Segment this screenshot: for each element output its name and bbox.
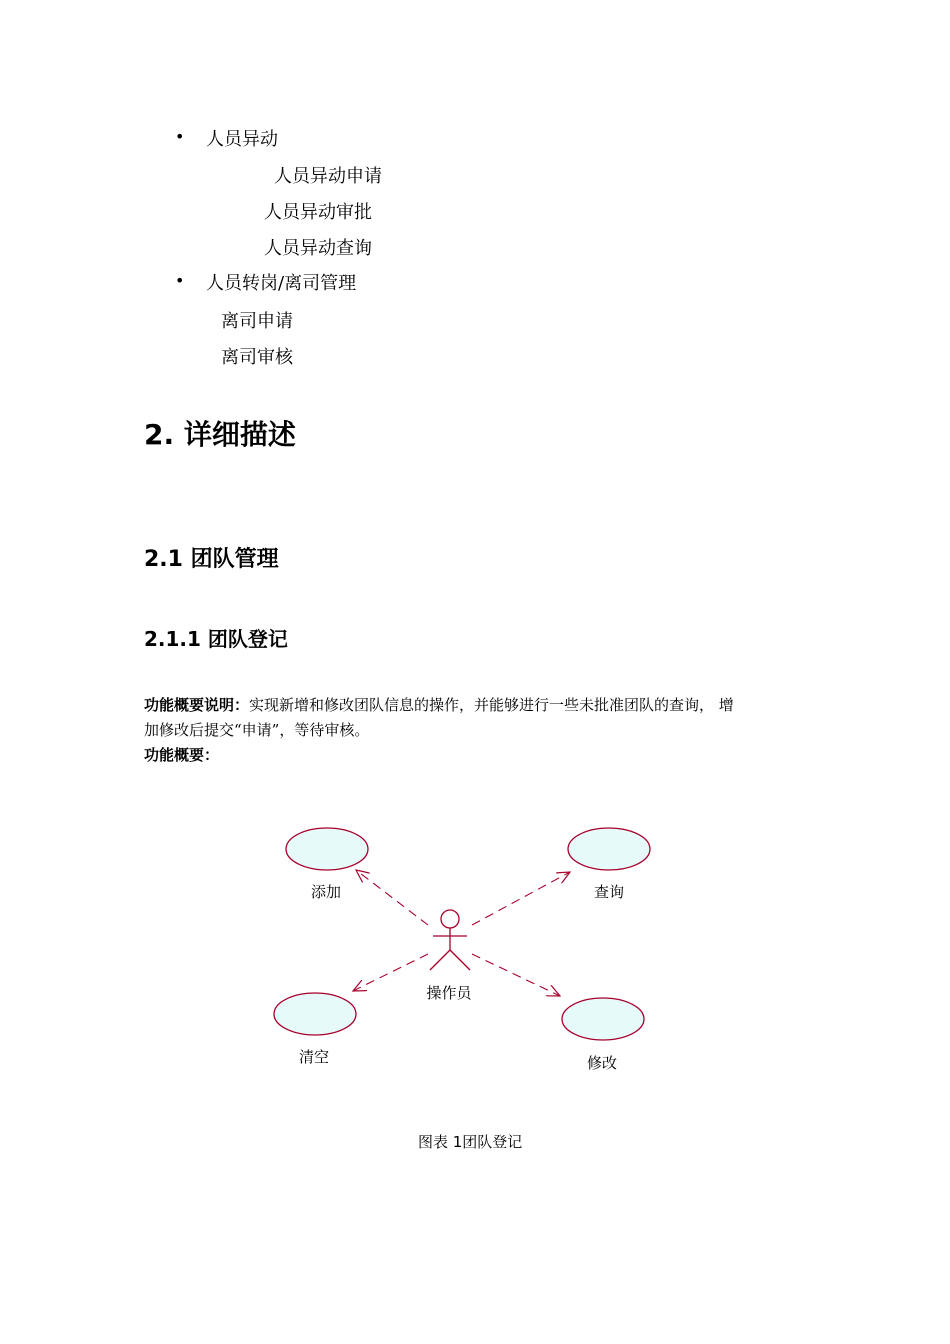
bullet-marker-1: • [175, 127, 185, 146]
function-summary-text-1: 实现新增和修改团队信息的操作，并能够进行一些未批准团队的查询， 增 [249, 696, 734, 714]
function-overview-label: 功能概要： [144, 746, 220, 764]
arrow-to-add [356, 870, 428, 925]
list-subitem-change-query: 人员异动查询 [264, 238, 372, 259]
list-item-personnel-change: 人员异动 [206, 129, 278, 150]
figure-caption: 图表 1团队登记 [418, 1133, 523, 1151]
heading-detailed-description: 2. 详细描述 [144, 418, 296, 451]
actor-stick-figure [430, 910, 470, 970]
arrow-to-modify [472, 954, 560, 996]
heading-team-registration: 2.1.1 团队登记 [144, 627, 288, 651]
use-case-modify-ellipse [562, 998, 644, 1040]
list-subitem-change-apply: 人员异动申请 [274, 166, 382, 187]
use-case-add-label: 添加 [310, 883, 342, 901]
function-summary-label: 功能概要说明： [144, 696, 250, 714]
use-case-query-ellipse [568, 828, 650, 870]
function-summary-text-2: 加修改后提交“申请”，等待审核。 [144, 721, 370, 739]
list-subitem-change-approve: 人员异动审批 [264, 202, 372, 223]
arrow-to-query [472, 872, 570, 925]
list-item-transfer-leave: 人员转岗/离司管理 [206, 273, 357, 294]
list-subitem-leave-apply: 离司申请 [221, 311, 293, 332]
use-case-clear-ellipse [274, 993, 356, 1035]
bullet-marker-2: • [175, 271, 185, 290]
list-subitem-leave-review: 离司审核 [221, 347, 293, 368]
heading-team-management: 2.1 团队管理 [144, 547, 279, 572]
arrow-to-clear [353, 954, 428, 991]
use-case-modify-label: 修改 [586, 1054, 618, 1072]
use-case-clear-label: 清空 [298, 1048, 330, 1066]
actor-label: 操作员 [426, 984, 472, 1002]
use-case-add-ellipse [286, 828, 368, 870]
use-case-query-label: 查询 [593, 883, 625, 901]
